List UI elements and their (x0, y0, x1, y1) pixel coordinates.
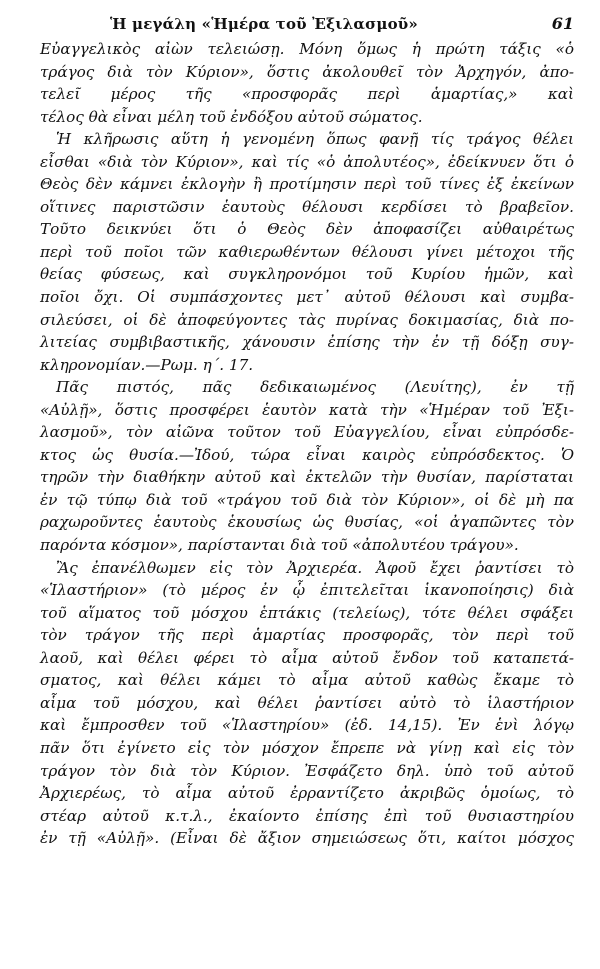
text-line: κτος ὡς θυσία.—Ἰδού, τώρα εἶναι καιρὸς εὐπρόσδεκτος. Ὁ (40, 445, 574, 464)
text-line: λαοῦ, καὶ θέλει φέρει τὸ αἷμα αὐτοῦ ἔνδον τοῦ καταπετά- (40, 648, 574, 667)
text-line: ἐν τῇ «Αὐλῇ». (Εἶναι δὲ ἄξιον σημειώσεως ὅτι, καίτοι μόσχος (40, 829, 574, 848)
chapter-title: Ἡ μεγάλη «Ἡμέρα τοῦ Ἐξιλασμοῦ» (110, 15, 418, 33)
text-line: σματος, καὶ θέλει κάμει τὸ αἷμα αὐτοῦ καθὼς ἔκαμε τὸ (40, 671, 574, 690)
text-line: Ἡ κλῆρωσις αὕτη ἡ γενομένη ὅπως φανῇ τίς τράγος θέλει (56, 130, 574, 149)
text-line: τοῦ αἵματος τοῦ μόσχου ἑπτάκις (τελείως), τότε θέλει σφάξει (40, 603, 574, 622)
text-line: αἷμα τοῦ μόσχου, καὶ θέλει ῥαντίσει αὐτὸ τὸ ἱλαστήριον (40, 693, 574, 712)
page-number: 61 (551, 14, 574, 33)
text-line: τέλος θὰ εἶναι μέλη τοῦ ἐνδόξου αὐτοῦ σώματος. (40, 107, 423, 126)
text-line: τράγος διὰ τὸν Κύριον», ὅστις ἀκολουθεῖ τὸν Ἀρχηγόν, ἀπο- (40, 62, 574, 81)
text-line: θείας φύσεως, καὶ συγκληρονόμοι τοῦ Κυρίου ἡμῶν, καὶ (40, 265, 574, 284)
text-line: Ἂς ἐπανέλθωμεν εἰς τὸν Ἀρχιερέα. Ἀφοῦ ἔχει ῥαντίσει τὸ (56, 558, 574, 577)
body-text (40, 38, 574, 850)
text-line: πᾶν ὅτι ἐγίνετο εἰς τὸν μόσχον ἔπρεπε νὰ γίνῃ καὶ εἰς τὸν (40, 738, 574, 757)
text-line: στέαρ αὐτοῦ κ.τ.λ., ἐκαίοντο ἐπίσης ἐπὶ τοῦ θυσιαστηρίου (40, 806, 574, 825)
text-line: τράγον τὸν διὰ τὸν Κύριον. Ἐσφάζετο δηλ. ὑπὸ τοῦ αὐτοῦ (40, 761, 574, 780)
text-line: «Ἱλαστήριον» (τὸ μέρος ἐν ᾧ ἐπιτελεῖται ἱκανοποίησις) διὰ (40, 581, 574, 600)
text-line: τηρῶν τὴν διαθήκην αὐτοῦ καὶ ἐκτελῶν τὴν θυσίαν, παρίσταται (40, 468, 574, 487)
text-line: Θεὸς δὲν κάμνει ἐκλογὴν ἢ προτίμησιν περὶ τοῦ τίνες ἐξ ἐκείνων (40, 175, 574, 194)
text-line: κληρονομίαν.—Ρωμ. η΄. 17. (40, 355, 254, 374)
text-line: καὶ ἔμπροσθεν τοῦ «Ἱλαστηρίου» (ἐδ. 14,15). Ἐν ἑνὶ λόγῳ (40, 716, 574, 735)
text-line: παρόντα κόσμον», παρίστανται διὰ τοῦ «ἀπολυτέου τράγου». (40, 536, 519, 555)
text-line: λιτείας συμβιβαστικῆς, χάνουσιν ἐπίσης τὴν ἐν τῇ δόξῃ συγ- (40, 333, 574, 352)
text-line: Ἀρχιερέως, τὸ αἷμα αὐτοῦ ἐρραντίζετο ἀκριβῶς ὁμοίως, τὸ (40, 784, 574, 803)
text-line: ἐν τῷ τύπῳ διὰ τοῦ «τράγου τοῦ διὰ τὸν Κύριον», οἱ δὲ μὴ πα (40, 490, 574, 509)
text-line: ποῖοι ὄχι. Οἱ συμπάσχοντες μετ᾽ αὐτοῦ θέλουσι καὶ συμβα- (40, 288, 574, 307)
text-line: τελεῖ μέρος τῆς «προσφορᾶς περὶ ἁμαρτίας,» καὶ (40, 85, 574, 104)
text-line: εἶσθαι «διὰ τὸν Κύριον», καὶ τίς «ὁ ἀπολυτέος», ἐδείκνυεν ὅτι ὁ (40, 152, 574, 171)
text-line: «Αὐλῇ», ὅστις προσφέρει ἑαυτὸν κατὰ τὴν «Ἡμέραν τοῦ Ἐξι- (40, 400, 574, 419)
text-line: Τοῦτο δεικνύει ὅτι ὁ Θεὸς δὲν ἀποφασίζει αὐθαιρέτως (40, 220, 574, 239)
text-line: Πᾶς πιστός, πᾶς δεδικαιωμένος (Λευίτης), ἐν τῇ (56, 378, 574, 397)
text-line: σιλεύσει, οἱ δὲ ἀποφεύγοντες τὰς πυρίνας δοκιμασίας, διὰ πο- (40, 310, 574, 329)
text-line: τὸν τράγον τῆς περὶ ἁμαρτίας προσφορᾶς, τὸν περὶ τοῦ (40, 626, 574, 645)
text-line: περὶ τοῦ ποῖοι τῶν καθιερωθέντων θέλουσι γίνει μέτοχοι τῆς (40, 242, 574, 261)
text-line: οἵτινες παριστῶσιν ἑαυτοὺς θέλουσι κερδίσει τὸ βραβεῖον. (40, 197, 574, 216)
running-head (40, 14, 574, 34)
text-line: λασμοῦ», τὸν αἰῶνα τοῦτον τοῦ Εὐαγγελίου, εἶναι εὐπρόσδε- (40, 423, 574, 442)
text-line: Εὐαγγελικὸς αἰὼν τελειώσῃ. Μόνη ὅμως ἡ πρώτη τάξις «ὁ (40, 40, 574, 58)
text-line: ραχωροῦντες ἑαυτοὺς ἑκουσίως ὡς θυσίας, «οἱ ἀγαπῶντες τὸν (40, 513, 574, 532)
